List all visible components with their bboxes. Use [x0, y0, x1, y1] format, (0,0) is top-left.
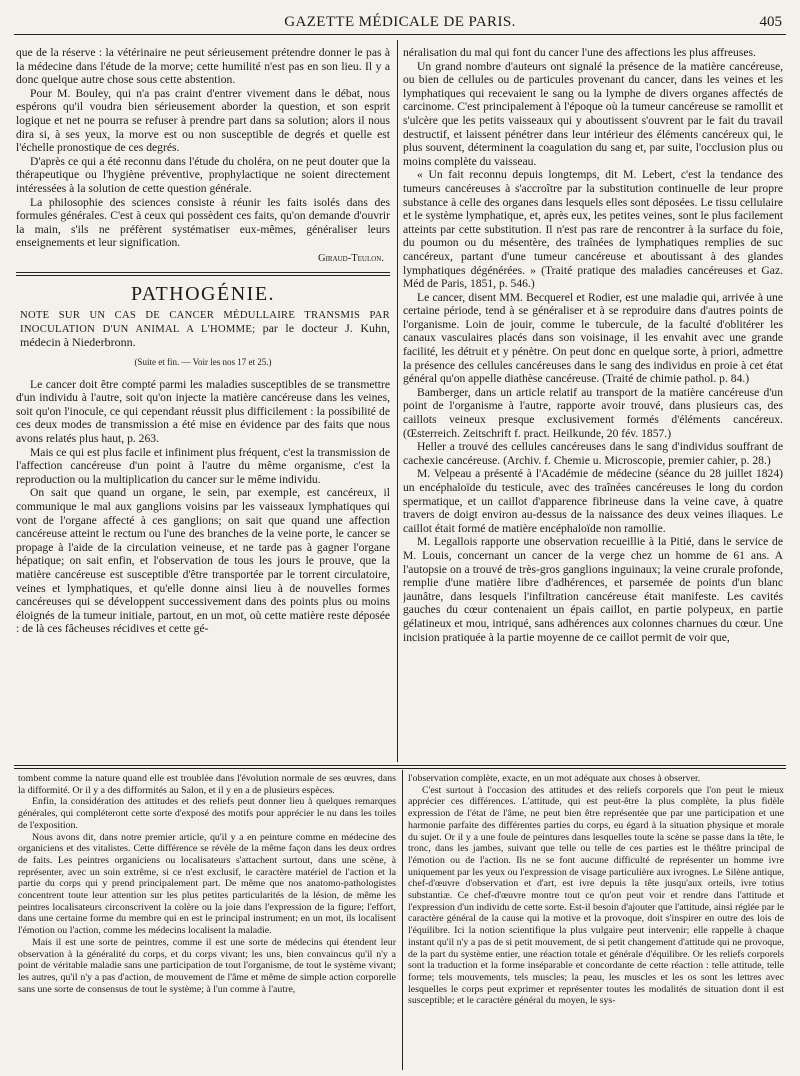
paragraph: M. Velpeau a présenté à l'Académie de médecine (séance du 28 juillet 1824) un encéphaloïde du testicule, avec des traînées cancéreuses le long du cordon spermatique, et un caillot d'apparence fibrineuse dans la veine cave, à quatre travers de doigt environ au-dessus de la naissance des deux veines iliaques. Le caillot était formé de matière encéphaloïde non ramollie.	[403, 467, 783, 535]
paragraph: Mais il est une sorte de peintres, comme il est une sorte de médecins qui étendent leur observation à la généralité du corps, et du corps vivant; les uns, bien convaincus qu'il n'y a point de véritable maladie sans une participation de tout l'organisme, de tout le système vivant; les autres, qu'il n'y a pas d'action, de mouvement de l'âme et même de simple action corporelle sans une sorte de consensus de tout le système; à l'un comme à l'autre,	[18, 936, 396, 995]
author-signature: Giraud-Teulon.	[317, 252, 384, 264]
paragraph: Mais ce qui est plus facile et infiniment plus fréquent, c'est la transmission de l'affection cancéreuse d'un point à l'autre du même organisme, c'est la reproduction ou la multiplication du cancer sur le même individu.	[16, 445, 390, 486]
column-divider-top	[397, 40, 398, 762]
paragraph: Enfin, la considération des attitudes et des reliefs peut donner lieu à quelques remarques générales, qui compléteront cette sorte d'exposé des motifs pour apprécier le nu dans les toiles de l'exposition.	[18, 796, 396, 831]
paragraph: La philosophie des sciences consiste à réunir les faits isolés dans des formules générales. C'est à ceux qui possèdent ces faits, qu'on demande d'ouvrir la main, s'ils ne préfèrent systématiser eux-mêmes, généraliser leurs enseignements et leur signification.	[16, 195, 390, 250]
top-right-column	[403, 46, 783, 762]
section-divider-double	[14, 768, 786, 769]
paragraph: Bamberger, dans un article relatif au transport de la matière cancéreuse d'un point de l'organisme à l'autre, rapporte avoir trouvé, dans plusieurs cas, des caillots veineux presque exclusivement formés d'éléments cancéreux. (Œsterreich. Zeitschrift f. pract. Heilkunde, 20 fév. 1857.)	[403, 385, 783, 440]
column-divider-bottom	[402, 770, 403, 1070]
paragraph: Un grand nombre d'auteurs ont signalé la présence de la matière cancéreuse, ou bien de cellules ou de particules provenant du cancer, dans les veines et les lymphatiques qui recevaient le sang ou la lymphe de divers organes affectés de carcinome. C'est principalement à l'époque où la tumeur cancéreuse se ramollit et s'ulcère que les petits vaisseaux qui y aboutissent s'ouvrent par le fait du travail destructif, et laissent pénétrer dans leur intérieur des éléments cancéreux qui, le plus souvent, déterminent la coagulation du sang et, par suite, l'occlusion plus ou moins complète du vaisseau.	[403, 59, 783, 168]
paragraph: Heller a trouvé des cellules cancéreuses dans le sang d'individus souffrant de cachexie cancéreuse. (Archiv. f. Chemie u. Microscopie, premier cahier, p. 28.)	[403, 440, 783, 467]
paragraph: que de la réserve : la vétérinaire ne peut sérieusement prétendre donner le pas à la médecine dans l'étude de la morve; cette humilité n'est pas en son lieu. Il y a donc quelque autre chose sous cette abstention.	[16, 46, 390, 87]
continuation-note: (Suite et fin. — Voir les nos 17 et 25.)	[134, 357, 272, 368]
double-rule	[16, 272, 390, 276]
journal-title: GAZETTE MÉDICALE DE PARIS.	[284, 14, 516, 30]
paragraph: C'est surtout à l'occasion des attitudes et des reliefs corporels que l'on peut le mieux apprécier ces différences. L'attitude, qui est peut-être la plus complète, la plus fidèle expression de l'état de l'âme, ne peut bien être représentée que par une participation et une harmonie parfaite des différentes parties du corps, eu égard à la situation physique et morale du sujet. Or il y a une foule de peintures dans lesquelles toute la scène se passe dans la tête, le tronc, dans les jambes, suivant que telle ou telle de ces parties est le théâtre principal de l'émotion ou de l'action. Ils ne se font aucune difficulté de représenter un homme ivre uniquement par les yeux ou l'expression de visage particulière aux ivrognes. Le Silène antique, chef-d'œuvre d'observation et d'art, est ivre depuis la tête jusqu'aux orteils, ivre totius substantiæ. Ce chef-d'œuvre montre tout ce qu'on peut voir et rendre dans l'attitude et l'expression d'un individu de cette sorte. Est-il besoin d'ajouter que l'attitude, ainsi réglée par le caractère général de la cause qui la motive et la provoque, doit s'inspirer en outre des lois de l'équilibre. Ici la notion scientifique la plus vulgaire peut intervenir; elle rappelle à chaque instant qu'il n'y a pas de si petit mouvement, de si petit changement d'attitude qui ne provoque, de la part du système entier, une réaction totale et générale d'équilibre. Or les reliefs corporels sont la traduction et la forme inséparable et concordante de cette réaction : telle attitude, telle forme; tels mouvements, tels muscles; la peau, les muscles et les os sont les lettres avec lesquelles le corps peut exprimer et représenter toutes les modalités de situation dont il est susceptible; et le caractère général du moyen, le sys-	[408, 784, 784, 1007]
article-heading	[16, 309, 390, 350]
article-author: par le docteur J. Kuhn, médecin à Niederbronn.	[20, 321, 390, 350]
article-heading-text: NOTE SUR UN CAS DE CANCER MÉDULLAIRE TRANSMIS PAR INOCULATION D'UN ANIMAL A L'HOMME;	[20, 310, 390, 336]
paragraph: D'après ce qui a été reconnu dans l'étude du choléra, on ne peut douter que la thérapeutique ou l'hygiène préventive, prophylactique ne soient directement intéressées à la solution de cette question générale.	[16, 154, 390, 195]
paragraph: l'observation complète, exacte, en un mot adéquate aux choses à observer.	[408, 773, 701, 784]
paragraph: néralisation du mal qui font du cancer l'une des affections les plus affreuses.	[403, 46, 756, 59]
paragraph: Nous avons dit, dans notre premier article, qu'il y a en peinture comme en médecine des organiciens et des vitalistes. Cette différence se révèle de la même façon dans les deux ordres de faits. Les peintres organiciens ou localisateurs s'attachent surtout, dans une scène, à représenter, avec un soin extrême, si ce n'est exclusif, le caractère matériel de l'action et la partie du corps qui y prend principalement part. De même que nos anatomo-pathologistes concentrent toute leur attention sur les plus petites particularités de la lésion, de même les peintres localisateurs circonscrivent la colère ou la joie dans l'expression de la figure; l'effort, dans une certaine forme du membre qui en est le principal instrument; en un mot, ils localisent l'émotion ou l'action, comme les médecins localisent la maladie.	[18, 831, 396, 937]
bottom-right-column	[408, 773, 784, 1071]
bottom-left-column	[18, 773, 396, 1071]
section-divider	[14, 765, 786, 766]
section-title: PATHOGÉNIE.	[130, 282, 276, 305]
paragraph: Le cancer doit être compté parmi les maladies susceptibles de se transmettre d'un individu à l'autre, soit qu'on injecte la matière cancéreuse dans les veines, soit qu'on l'inocule, ce qui cependant réussit plus difficilement : la possibilité de ces deux modes de transmission a été mise en évidence par des faits que nous avons relatés plus haut, p. 263.	[16, 377, 390, 446]
paragraph: Le cancer, disent MM. Becquerel et Rodier, est une maladie qui, arrivée à une certaine période, tend à se généraliser et à se reproduire dans d'autres points de l'organisme. Loin de jouir, comme le tubercule, de la faculté d'oblitérer les canaux vasculaires placés dans son voisinage, il les envahit avec une grande facilité, les détruit et y pénètre. On peut donc en quelque sorte, à priori, admettre la présence des cellules cancéreuses dans le sang des individus en proie à cet état général qu'on appelle diathèse cancéreuse. (Traité de chimie pathol. p. 84.)	[403, 290, 783, 386]
paragraph: M. Legallois rapporte une observation recueillie à la Pitié, dans le service de M. Louis, concernant un cancer de la verge chez un homme de 61 ans. A l'autopsie on a trouvé de très-gros ganglions inguinaux; la veine crurale profonde, remplie d'une matière libre d'adhérences, et parsemée de points d'un blanc jaunâtre, dans lesquels l'infiltration cancéreuse était manifeste. Les cavités gauches du cœur contenaient un épais caillot, en partie polypeux, en partie gélatineux et mou, intriqué, sans adhérences aux colonnes charnues du cœur. Une incision pratiquée à la partie moyenne de ce caillot permit de voir que,	[403, 535, 783, 644]
top-left-column	[16, 46, 390, 762]
paragraph: Pour M. Bouley, qui n'a pas craint d'entrer vivement dans le débat, nous espérons qu'il voudra bien sérieusement aborder la question, et son esprit logique et net ne pourra se refuser à prendre part dans sa solution; alors il nous dira si, à ses yeux, la morve est ou non susceptible de degrés et quelle est l'échelle pronostique de ces degrés.	[16, 86, 390, 155]
paragraph: On sait que quand un organe, le sein, par exemple, est cancéreux, il communique le mal aux ganglions voisins par les vaisseaux lymphatiques qui vont de l'organe affecté à ces ganglions; on sait que quand une affection cancéreuse atteint le rectum ou l'une des branches de la veine porte, le cancer se propage à l'aide de la circulation veineuse, et ne tarde pas à gagner l'organe hépatique; on sait enfin, et l'observation de tous les jours le prouve, que la matière cancéreuse est susceptible d'être transportée par le torrent circulatoire, veines et lymphatiques, et qu'elle donne ainsi lieu à de nouvelles formes cancéreuses qui se développent successivement dans des points plus ou moins éloignés de la tumeur initiale, partout, en un mot, où cette matière reste déposée : de là ces fâcheuses récidives et cette gé-	[16, 486, 390, 636]
page-number: 405	[759, 14, 782, 30]
paragraph: tombent comme la nature quand elle est troublée dans l'évolution normale de ses œuvres, dans la difformité. Or il y a des difformités au Salon, et il y en a de plusieurs espèces.	[18, 773, 396, 796]
page-header	[14, 14, 786, 35]
paragraph: « Un fait reconnu depuis longtemps, dit M. Lebert, c'est la tendance des tumeurs cancéreuses à s'accroître par la substitution continuelle de leur propre substance à celle des organes dans lesquels elles sont déposées. Le tissu cellulaire et le système lymphatique, et, après eux, les petites veines, sont le plus facilement atteints par cette substitution. Il n'est pas rare de rencontrer à la surface du foie, du poumon ou du mésentère, des traînées de lymphatiques remplies de suc cancéreux, partant d'une tumeur cancéreuse et aboutissant à des glandes lymphatiques dégénérées. » (Traité pratique des maladies cancéreuses et Gaz. Méd de Paris, 1851, p. 546.)	[403, 168, 783, 291]
